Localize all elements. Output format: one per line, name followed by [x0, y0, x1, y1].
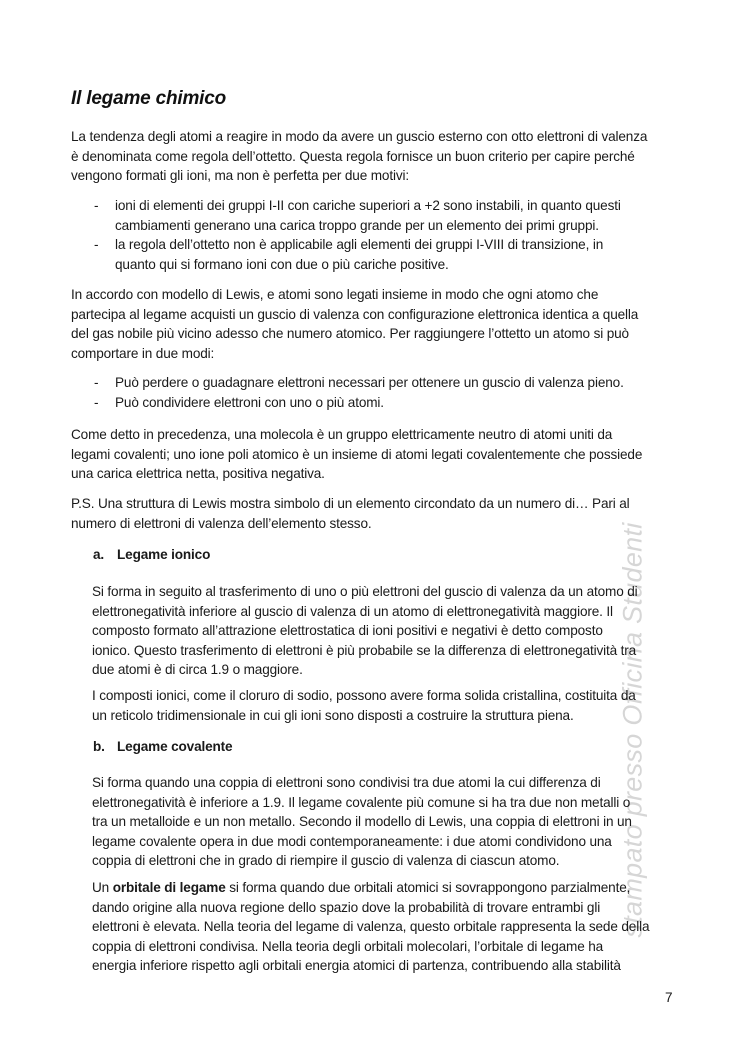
orbital-paragraph: [92, 878, 649, 976]
text-line: I composti ionici, come il cloruro di sodio, possono avere forma solida cristallina, costituita da: [92, 688, 636, 703]
list-item: [94, 196, 621, 235]
section-heading-ionic: [93, 547, 210, 562]
bold-term-orbitale-di-legame: orbitale di legame: [112, 880, 226, 895]
text-line: un reticolo tridimensionale in cui gli ioni sono disposti a costruire la struttura piena.: [92, 707, 574, 723]
text-line: ionico. Questo trasferimento di elettroni è più probabile se la differenza di elettronegatività tra: [92, 642, 637, 658]
text-line: composto formato all’attrazione elettrostatica di ioni positivi e negativi è detto composto: [92, 623, 603, 639]
list-item: [94, 393, 624, 413]
section-label: b.: [93, 739, 105, 754]
text-line: è denominata come regola dell’ottetto. Questa regola fornisce un buon criterio per capire perché: [71, 148, 635, 164]
text-line: dando origine alla nuova regione dello spazio dove la probabilità di trovare entrambi gli: [92, 899, 601, 915]
text-line: una carica elettrica netta, positiva negativa.: [71, 466, 325, 482]
text-line: energia inferiore rispetto agli orbitali energia atomici di partenza, contribuendo alla stabilità: [92, 958, 621, 974]
text-line: coppia di elettroni condivisa. Nella teoria degli orbitali molecolari, l’orbitale di legame ha: [92, 938, 604, 954]
ionic-paragraph-2: [92, 686, 636, 725]
section-title: Legame covalente: [117, 739, 233, 754]
text-line: vengono formati gli ioni, ma non è perfetta per due motivi:: [71, 168, 409, 184]
text-line: La tendenza degli atomi a reagire in modo da avere un guscio esterno con otto elettroni di valenza: [71, 129, 648, 144]
ps-paragraph: [71, 494, 630, 533]
lewis-paragraph: [71, 285, 638, 363]
text-line: la regola dell’ottetto non è applicabile agli elementi dei gruppi I-VIII di transizione, in: [115, 237, 604, 253]
section-title: Legame ionico: [117, 547, 211, 562]
text-line: quanto qui si formano ioni con due o più cariche positive.: [115, 256, 449, 272]
text-line: [92, 878, 649, 898]
text-line: Si forma quando una coppia di elettroni sono condivisi tra due atomi la cui differenza di: [92, 775, 601, 790]
text-line: comportare in due modi:: [71, 345, 215, 361]
text-line: numero di elettroni di valenza dell’elemento stesso.: [71, 515, 372, 531]
text-line: legame covalente opera in due modi contemporaneamente: i due atomi condividono una: [92, 833, 612, 849]
reasons-list: [94, 196, 621, 274]
text-line: In accordo con modello di Lewis, e atomi sono legati insieme in modo che ogni atomo che: [71, 287, 599, 302]
dash-bullet: -: [94, 375, 99, 390]
dash-bullet: -: [94, 198, 99, 213]
dash-bullet: -: [94, 394, 99, 410]
ionic-paragraph-1: [92, 582, 638, 680]
text-line: legami covalenti; uno ione poli atomico è un insieme di atomi legati covalentemente che possiede: [71, 446, 643, 462]
covalent-paragraph-1: [92, 773, 632, 871]
text-fragment: si forma quando due orbitali atomici si sovrappongono parzialmente,: [225, 880, 631, 895]
text-line: elettroni è elevata. Nella teoria del legame di valenza, questo orbitale rappresenta la sede della: [92, 919, 650, 935]
text-line: Può condividere elettroni con uno o più atomi.: [115, 394, 384, 410]
text-line: partecipa al legame acquisti un guscio di valenza con configurazione elettronica identica a quella: [71, 306, 639, 322]
list-item: [94, 235, 621, 274]
modes-list: [94, 373, 624, 412]
text-line: coppia di elettroni che in grado di riempire il guscio di valenza di ciascun atomo.: [92, 853, 560, 869]
page-number: 7: [665, 990, 673, 1005]
text-line: cambiamenti generano una carica troppo grande per un elemento dei primi gruppi.: [115, 217, 599, 233]
text-line: due atomi è di circa 1.9 o maggiore.: [92, 662, 303, 678]
text-line: del gas nobile più vicino adesso che numero atomico. Per raggiungere l’ottetto un atomo si può: [71, 326, 629, 342]
text-line: Si forma in seguito al trasferimento di uno o più elettroni del guscio di valenza da un atomo di: [92, 584, 638, 599]
text-line: P.S. Una struttura di Lewis mostra simbolo di un elemento circondato da un numero di… Pari al: [71, 496, 630, 511]
text-line: Può perdere o guadagnare elettroni necessari per ottenere un guscio di valenza pieno.: [115, 375, 624, 390]
watermark-text: stampato presso Officina Studenti: [617, 522, 648, 938]
section-label: a.: [93, 547, 105, 562]
molecule-paragraph: [71, 425, 642, 484]
text-line: Come detto in precedenza, una molecola è un gruppo elettricamente neutro di atomi uniti da: [71, 427, 613, 442]
text-fragment: Un: [92, 880, 113, 895]
dash-bullet: -: [94, 237, 99, 253]
text-line: elettronegatività è inferiore a 1.9. Il legame covalente più comune si ha tra due non metalli o: [92, 794, 631, 810]
page-title: Il legame chimico: [71, 88, 226, 109]
list-item: [94, 373, 624, 393]
text-line: elettronegatività inferiore al guscio di valenza di un atomo di elettronegatività maggiore. Il: [92, 603, 613, 619]
section-heading-covalent: [93, 739, 232, 754]
intro-paragraph: [71, 127, 647, 186]
text-line: ioni di elementi dei gruppi I-II con cariche superiori a +2 sono instabili, in quanto questi: [115, 198, 621, 213]
text-line: tra un metalloide e un non metallo. Secondo il modello di Lewis, una coppia di elettroni in un: [92, 814, 632, 830]
